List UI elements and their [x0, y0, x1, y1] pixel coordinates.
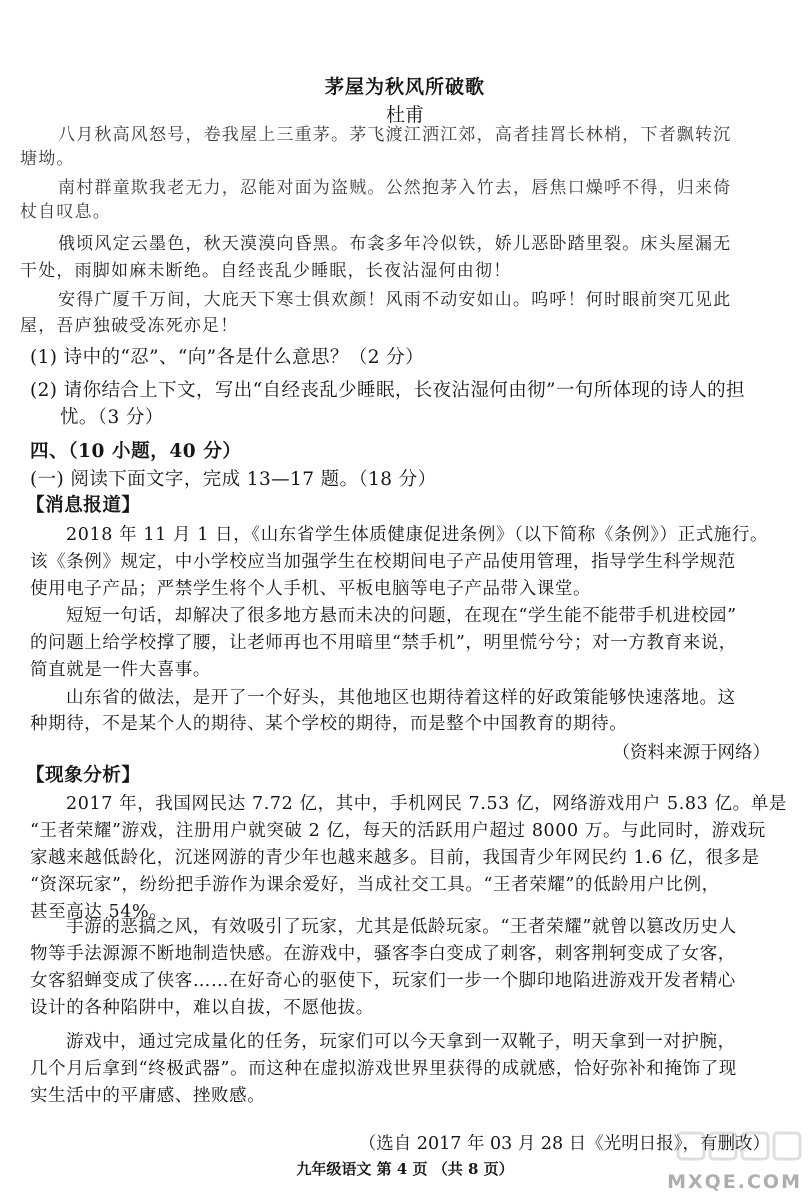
poem-line: 安得广厦千万间，大庇天下寒士俱欢颜！风雨不动安如山。呜呼！何时眼前突兀见此 [58, 290, 732, 310]
news-line: 使用电子产品；严禁学生将个人手机、平板电脑等电子产品带入课堂。 [30, 579, 592, 599]
news-line: 种期待，不是某个人的期待、某个学校的期待，而是整个中国教育的期待。 [30, 714, 628, 734]
analysis-label: 【现象分析】 [26, 765, 141, 786]
news-line: 该《条例》规定，中小学校应当加强学生在校期间电子产品使用管理，指导学生科学规范 [30, 552, 736, 572]
analysis-source: （选自 2017 年 03 月 28 日《光明日报》，有删改） [358, 1134, 770, 1154]
news-line: 2018 年 11 月 1 日，《山东省学生体质健康促进条例》（以下简称《条例》）正式施行。 [66, 525, 769, 545]
analysis-line: 女客貂蝉变成了侠客……在好奇心的驱使下，玩家们一步一个脚印地陷进游戏开发者精心 [30, 971, 736, 991]
poem-author: 杜甫 [385, 104, 424, 126]
news-line: 短短一句话，却解决了很多地方悬而未决的问题，在现在“学生能不能带手机进校园” [66, 606, 737, 626]
analysis-line: “资深玩家”，纷纷把手游作为课余爱好，当成社交工具。“王者荣耀”的低龄用户比例， [30, 875, 720, 895]
poem-line: 杖自叹息。 [20, 202, 111, 222]
news-line: 的问题上给学校撑了腰，让老师再也不用暗里“禁手机”，明里慌兮兮；对一方教育来说， [30, 633, 737, 653]
news-line: 山东省的做法，是开了一个好头，其他地区也期待着这样的好政策能够快速落地。这 [66, 688, 736, 708]
question-1: (1) 诗中的“忍”、“向”各是什么意思？（2 分） [30, 347, 424, 368]
poem-line: 南村群童欺我老无力，忍能对面为盗贼。公然抱茅入竹去，唇焦口燥呼不得，归来倚 [58, 178, 732, 198]
watermark-text: MXQE.COM [667, 1171, 802, 1193]
poem-line: 俄顷风定云墨色，秋天漠漠向昏黑。布衾多年冷似铁，娇儿恶卧踏里裂。床头屋漏无 [58, 234, 732, 254]
page-footer: 九年级语文 第 4 页 （共 8 页） [296, 1160, 514, 1178]
analysis-line: 游戏中，通过完成量化的任务，玩家们可以今天拿到一双靴子，明天拿到一对护腕， [66, 1032, 736, 1052]
analysis-line: 家越来越低龄化，沉迷网游的青少年也越来越多。目前，我国青少年网民约 1.6 亿，很多是 [30, 848, 760, 868]
poem-line: 八月秋高风怒号，卷我屋上三重茅。茅飞渡江洒江郊，高者挂罥长林梢，下者飘转沉 [58, 125, 732, 145]
analysis-line: 甚至高达 54%。 [30, 902, 168, 922]
news-line: 简直就是一件大喜事。 [30, 660, 211, 680]
analysis-line: 2017 年，我国网民达 7.72 亿，其中，手机网民 7.53 亿，网络游戏用户 5.83 亿。单是 [66, 794, 787, 814]
analysis-line: 几个月后拿到“终极武器”。而这种在虚拟游戏世界里获得的成就感，恰好弥补和掩饰了现 [30, 1059, 737, 1079]
analysis-line: 手游的恶搞之风，有效吸引了玩家，尤其是低龄玩家。“王者荣耀”就曾以篡改历史人 [66, 917, 737, 937]
poem-line: 干处，雨脚如麻未断绝。自经丧乱少睡眠，长夜沾湿何由彻！ [20, 261, 512, 281]
poem-line: 屋，吾庐独破受冻死亦足！ [20, 316, 239, 336]
question-2-cont: 忧。（3 分） [60, 407, 164, 428]
section-subheading: (一) 阅读下面文字，完成 13—17 题。（18 分） [30, 469, 437, 490]
analysis-line: “王者荣耀”游戏，注册用户就突破 2 亿，每天的活跃用户超过 8000 万。与此同时，游戏玩 [30, 821, 766, 841]
news-label: 【消息报道】 [26, 495, 141, 516]
analysis-line: 物等手法源源不断地制造快感。在游戏中，骚客李白变成了刺客，刺客荆轲变成了女客， [30, 944, 736, 964]
news-source: （资料来源于网络） [612, 743, 770, 763]
analysis-line: 实生活中的平庸感、挫败感。 [30, 1086, 266, 1106]
question-2: (2) 请你结合上下文，写出“自经丧乱少睡眠，长夜沾湿何由彻”一句所体现的诗人的担 [30, 380, 745, 401]
analysis-line: 设计的各种陷阱中，难以自拔，不愿他拔。 [30, 998, 374, 1018]
section-heading: 四、（10 小题，40 分） [30, 441, 242, 462]
poem-line: 塘坳。 [20, 149, 75, 169]
poem-title: 茅屋为秋风所破歌 [324, 76, 485, 98]
